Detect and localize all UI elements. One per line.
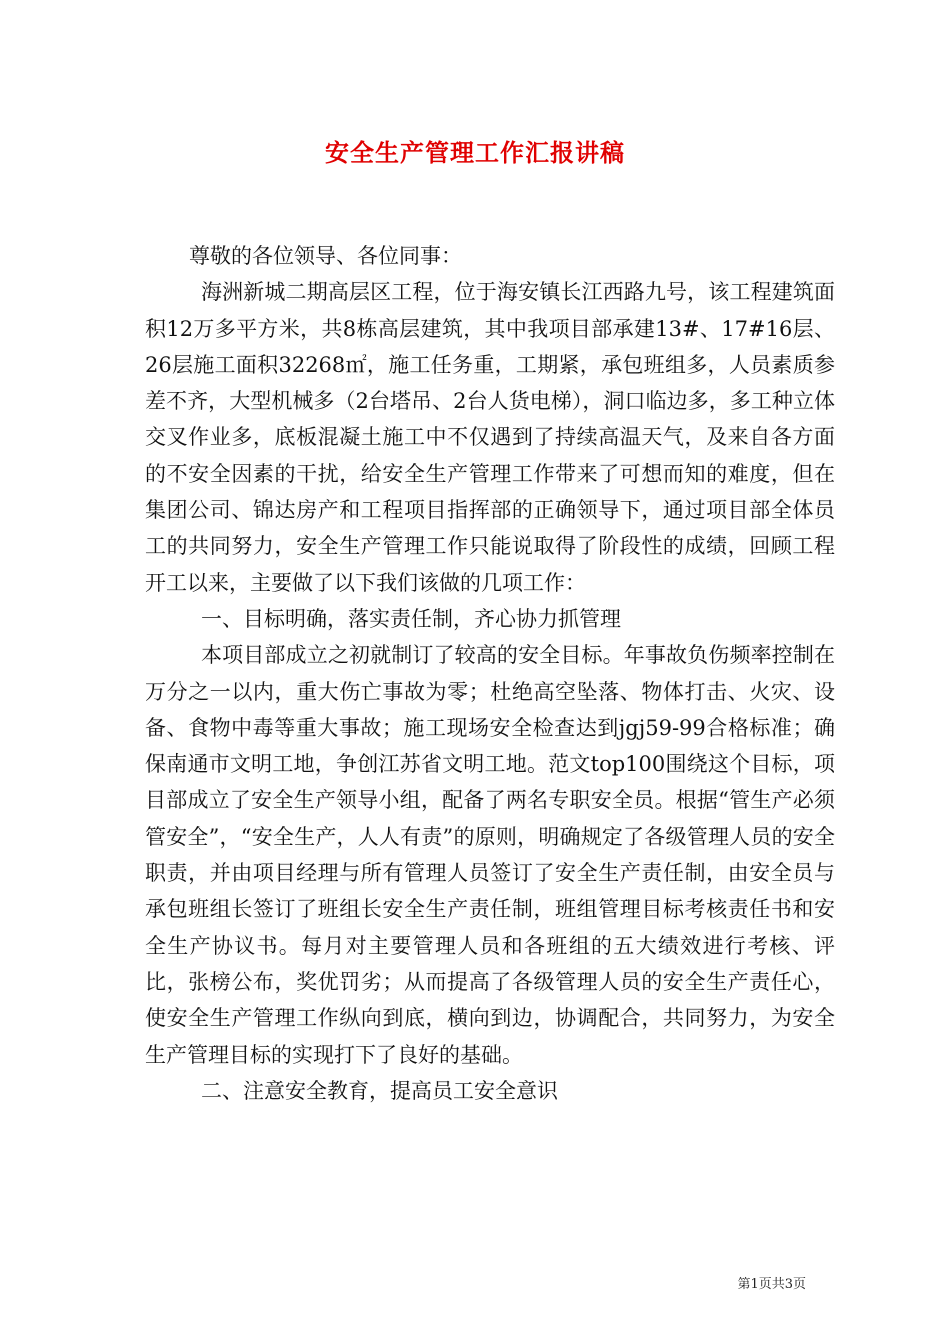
page-number: 第1页共3页 (737, 1277, 806, 1292)
paragraph-safety-targets: 本项目部成立之初就制订了较高的安全目标。年事故负伤频率控制在万分之一以内，重大伤亡事故为零；杜绝高空坠落、物体打击、火灾、设备、食物中毒等重大事故；施工现场安全检查达到jgj59-99合格标准；确保南通市文明工地，争创江苏省文明工地。范文top100围绕这个目标，项目部成立了安全生产领导小组，配备了两名专职安全员。根据“管生产必须管安全”，“安全生产，人人有责”的原则，明确规定了各级管理人员的安全职责，并由项目经理与所有管理人员签订了安全生产责任制，由安全员与承包班组长签订了班组长安全生产责任制，班组管理目标考核责任书和安全生产协议书。每月对主要管理人员和各班组的五大绩效进行考核、评比，张榜公布，奖优罚劣；从而提高了各级管理人员的安全生产责任心，使安全生产管理工作纵向到底，横向到边，协调配合，共同努力，为安全生产管理目标的实现打下了良好的基础。 (145, 643, 835, 1067)
section-heading-2: 二、注意安全教育，提高员工安全意识 (201, 1078, 558, 1103)
document-body (145, 238, 835, 1109)
salutation: 尊敬的各位领导、各位同事： (189, 244, 462, 268)
paragraph-project-overview: 海洲新城二期高层区工程，位于海安镇长江西路九号，该工程建筑面积12万多平方米，共8栋高层建筑，其中我项目部承建13#、17#16层、26层施工面积32268㎡，施工任务重，工期紧，承包班组多，人员素质参差不齐，大型机械多（2台塔吊、2台人货电梯），洞口临边多，多工种立体交叉作业多，底板混凝土施工中不仅遇到了持续高温天气，及来自各方面的不安全因素的干扰，给安全生产管理工作带来了可想而知的难度，但在集团公司、锦达房产和工程项目指挥部的正确领导下，通过项目部全体员工的共同努力，安全生产管理工作只能说取得了阶段性的成绩，回顾工程开工以来，主要做了以下我们该做的几项工作： (145, 280, 835, 595)
document-title: 安全生产管理工作汇报讲稿 (325, 138, 625, 167)
section-heading-1: 一、目标明确，落实责任制，齐心协力抓管理 (201, 606, 621, 631)
